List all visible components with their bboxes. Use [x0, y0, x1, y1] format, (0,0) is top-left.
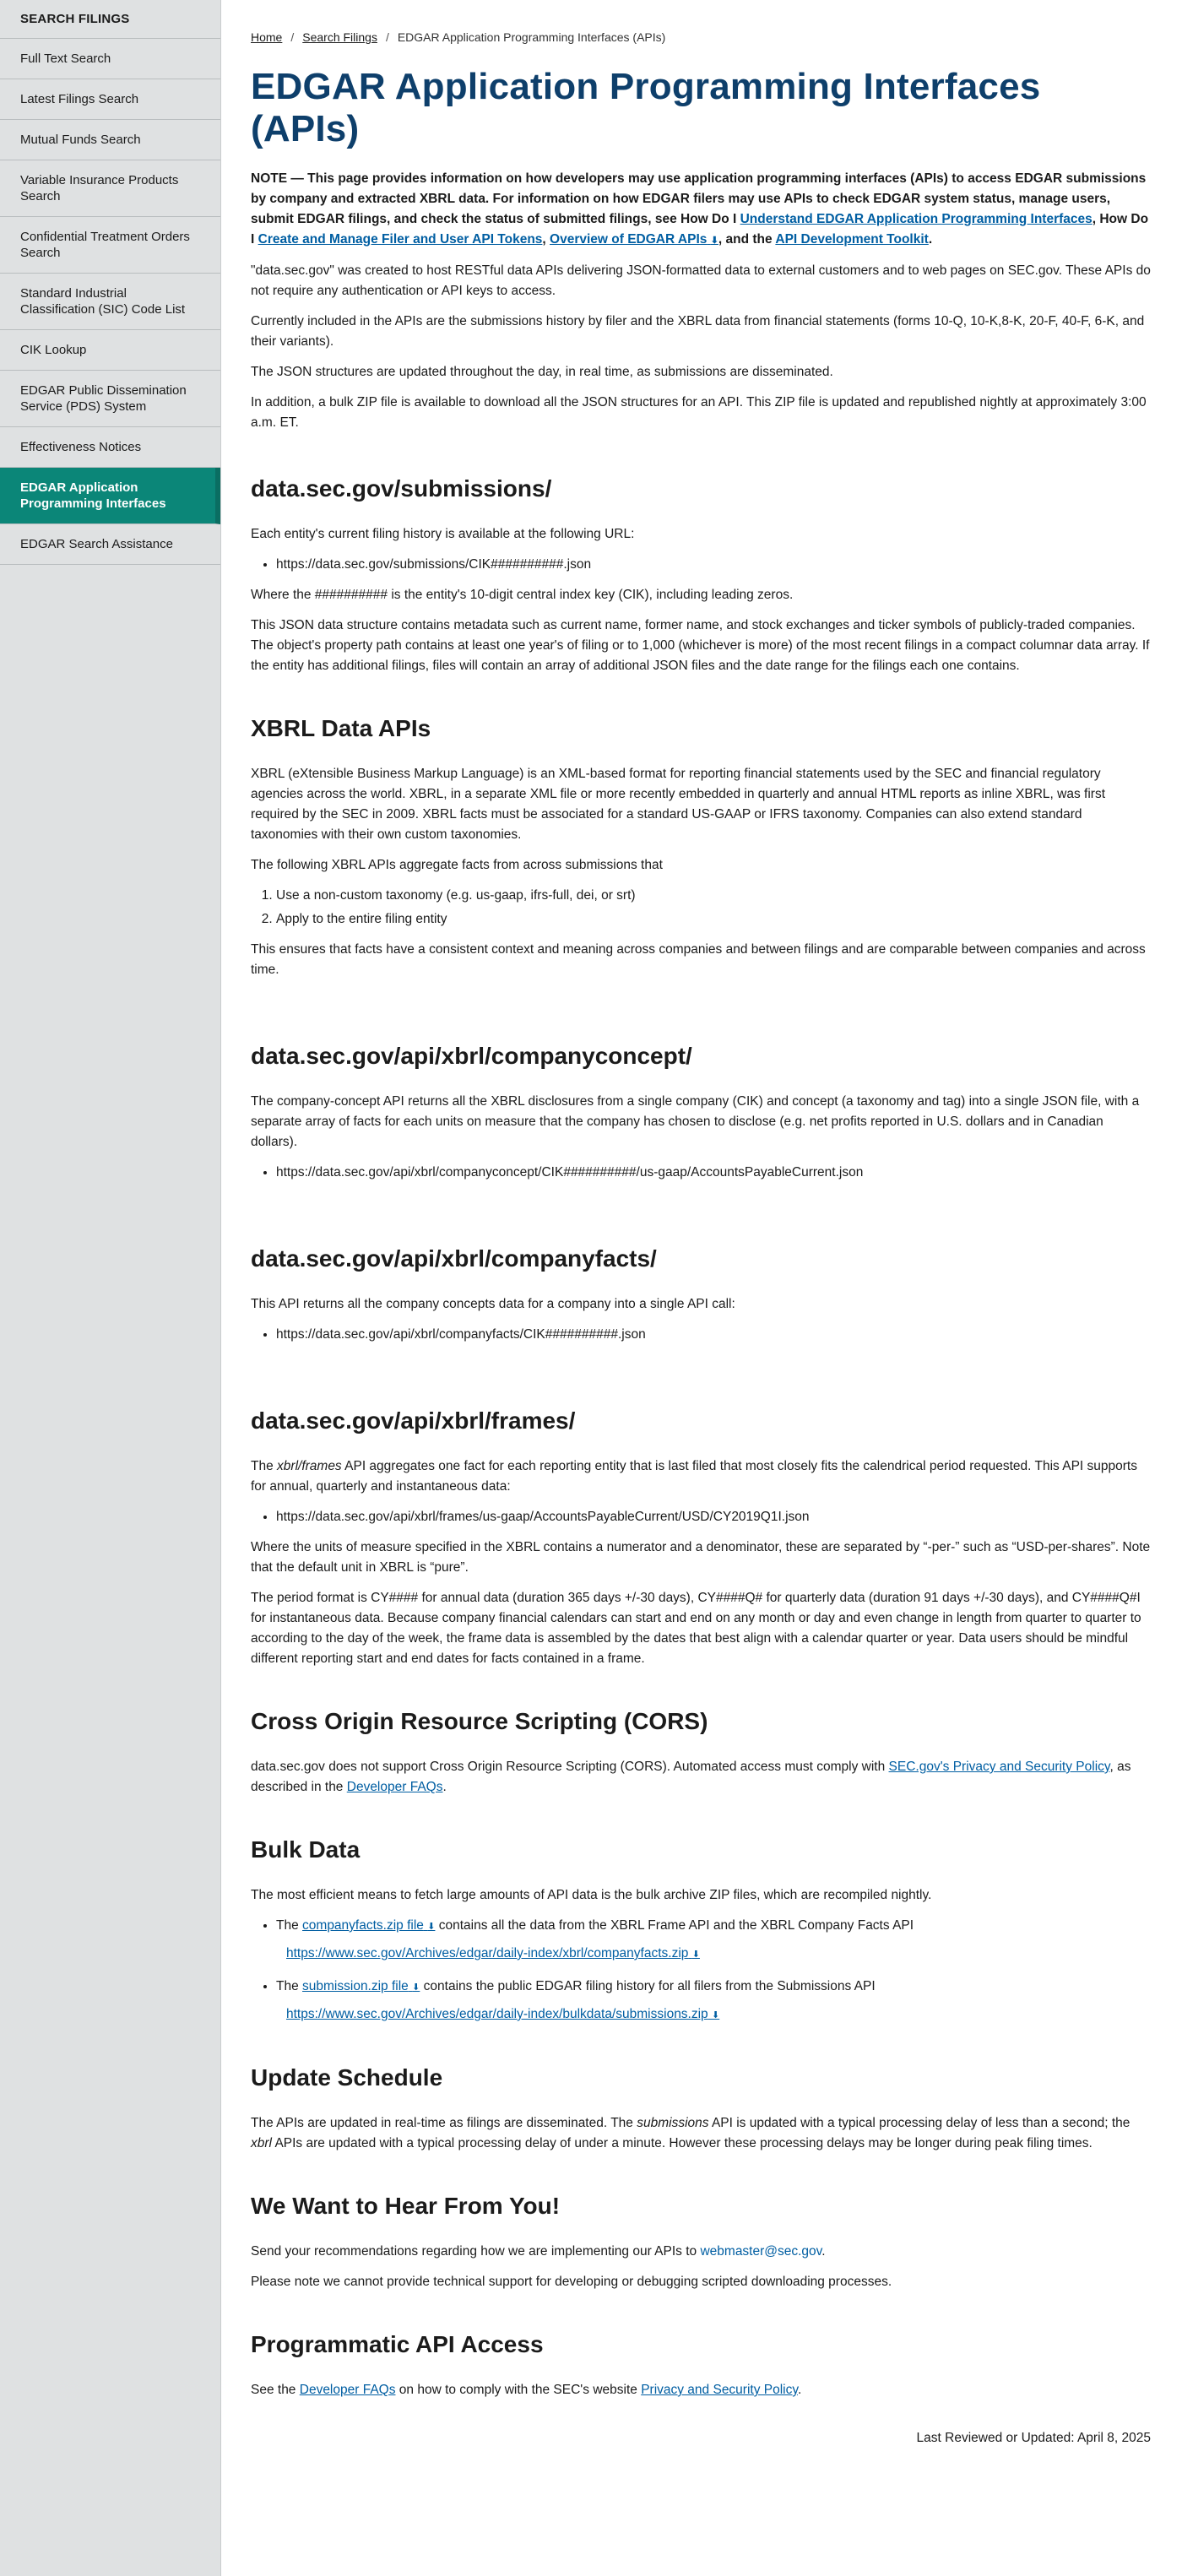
- breadcrumb-search-filings-link[interactable]: Search Filings: [302, 30, 377, 44]
- hear-feedback: [251, 2242, 1151, 2262]
- submissions-description: This JSON data structure contains metadata such as current name, former name, and stock exchanges and ticker symbols of publicly-traded companies. The object's property path contains at least one year's of filing or to 1,000 (whichever is more) of the most recent filings in a compact columnar data array. If the entity has additional filings, files will contain an array of additional JSON files and the date range for the filings each one contains.: [251, 618, 1150, 673]
- breadcrumb-separator: /: [290, 30, 295, 44]
- programmatic-text: on how to comply with the SEC's website: [399, 2383, 637, 2397]
- cors-description: [251, 1757, 1151, 1798]
- hear-text: Send your recommendations regarding how we are implementing our APIs to: [251, 2244, 697, 2259]
- companyfacts-zip-label: companyfacts.zip file: [302, 1918, 424, 1933]
- cors-text: .: [442, 1780, 447, 1794]
- intro-paragraph: In addition, a bulk ZIP file is available to download all the JSON structures for an API. This ZIP file is updated and republished nightly at approximately 3:00 a.m. ET.: [251, 395, 1147, 430]
- update-em: xbrl: [251, 2136, 272, 2150]
- submissions-cik-note: Where the ########## is the entity's 10-digit central index key (CIK), including leading zeros.: [251, 588, 794, 602]
- hear-section: [251, 2193, 1151, 2292]
- companyconcept-section: [251, 1043, 1151, 1183]
- xbrl-section: [251, 715, 1151, 980]
- download-icon: ⬇: [691, 1950, 700, 1960]
- update-text: API is updated with a typical processing delay of less than a second; the: [711, 2116, 1130, 2130]
- cors-text: , as described in the: [251, 1760, 1131, 1794]
- developer-faqs-link[interactable]: Developer FAQs: [299, 2383, 396, 2397]
- sidebar-item-edgar-apis[interactable]: EDGAR Application Programming Interfaces: [0, 468, 220, 524]
- sidebar-item-pds-system[interactable]: EDGAR Public Dissemination Service (PDS) System: [0, 371, 220, 427]
- page-title: EDGAR Application Programming Interfaces (APIs): [251, 66, 1041, 149]
- xbrl-criteria-list: [251, 886, 1151, 930]
- submissions-url: • https://data.sec.gov/submissions/CIK##########.json: [276, 555, 1151, 575]
- sidebar-item-mutual-funds[interactable]: Mutual Funds Search: [0, 120, 220, 160]
- manage-api-tokens-link[interactable]: Create and Manage Filer and User API Tokens: [258, 232, 543, 247]
- sidebar-item-full-text-search[interactable]: Full Text Search: [0, 39, 220, 79]
- frames-text: The: [251, 1459, 274, 1473]
- privacy-policy-link[interactable]: SEC.gov's Privacy and Security Policy: [888, 1760, 1110, 1774]
- submissions-intro: Each entity's current filing history is available at the following URL:: [251, 527, 635, 541]
- list-item: 1. Use a non-custom taxonomy (e.g. us-gaap, ifrs-full, dei, or srt): [276, 886, 1151, 906]
- developer-faqs-link[interactable]: Developer FAQs: [346, 1780, 443, 1794]
- frames-em: xbrl/frames: [277, 1459, 342, 1473]
- submission-zip-link[interactable]: [302, 1979, 420, 1993]
- update-heading: Update Schedule: [251, 2064, 443, 2091]
- bulk-heading: Bulk Data: [251, 1836, 361, 1863]
- api-toolkit-link[interactable]: API Development Toolkit: [775, 232, 929, 247]
- understand-apis-link[interactable]: Understand EDGAR Application Programming Interfaces: [740, 212, 1093, 226]
- companyfacts-section: [251, 1245, 1151, 1345]
- webmaster-email-link[interactable]: webmaster@sec.gov: [700, 2244, 822, 2259]
- frames-heading: data.sec.gov/api/xbrl/frames/: [251, 1407, 576, 1434]
- overview-apis-label: Overview of EDGAR APIs: [550, 232, 708, 247]
- programmatic-section: [251, 2331, 1151, 2400]
- hear-support-note: Please note we cannot provide technical support for developing or debugging scripted downloading processes.: [251, 2275, 892, 2289]
- submissions-url-list: [251, 555, 1151, 575]
- breadcrumb: [251, 30, 1151, 44]
- note-paragraph: [251, 169, 1151, 251]
- update-description: [251, 2113, 1151, 2154]
- companyfacts-zip-url-row: [276, 1944, 1151, 1965]
- companyfacts-zip-link[interactable]: [302, 1918, 435, 1933]
- bulk-text: contains the public EDGAR filing history for all filers from the Submissions API: [423, 1979, 876, 1993]
- intro-paragraph: The JSON structures are updated throughout the day, in real time, as submissions are disseminated.: [251, 365, 833, 379]
- sidebar-item-search-assistance[interactable]: EDGAR Search Assistance: [0, 524, 220, 565]
- list-item: [276, 1916, 1151, 1965]
- bulk-text: The: [276, 1979, 299, 1993]
- list-item: 2. Apply to the entire filing entity: [276, 909, 1151, 930]
- overview-apis-link[interactable]: [550, 232, 718, 247]
- cors-heading: Cross Origin Resource Scripting (CORS): [251, 1708, 708, 1734]
- xbrl-description: XBRL (eXtensible Business Markup Language) is an XML-based format for reporting financial statements used by the SEC and financial regulatory agencies across the world. XBRL, in a separate XML file or more recently embedded in quarterly and annual HTML reports as inline XBRL, was first required by the SEC in 2009. XBRL facts must be associated for a standard US-GAAP or IFRS taxonomy. Companies can also extend standard taxonomies with their own custom taxonomies.: [251, 767, 1106, 842]
- companyfacts-heading: data.sec.gov/api/xbrl/companyfacts/: [251, 1245, 657, 1272]
- frames-description: [251, 1456, 1151, 1497]
- sidebar-heading: SEARCH FILINGS: [0, 0, 220, 39]
- frames-units-note: Where the units of measure specified in the XBRL contains a numerator and a denominator, these are separated by “-per-” such as “USD-per-shares”. Note that the default unit in XBRL is “pure”.: [251, 1540, 1151, 1575]
- breadcrumb-current: EDGAR Application Programming Interfaces (APIs): [397, 30, 666, 44]
- submission-zip-url: https://www.sec.gov/Archives/edgar/daily-index/bulkdata/submissions.zip: [286, 2007, 708, 2021]
- note-comma: ,: [542, 232, 546, 247]
- cors-text: data.sec.gov does not support Cross Origin Resource Scripting (CORS). Automated access must comply with: [251, 1760, 886, 1774]
- submissions-section: [251, 475, 1151, 676]
- sidebar-item-latest-filings[interactable]: Latest Filings Search: [0, 79, 220, 120]
- xbrl-consistency-note: This ensures that facts have a consistent context and meaning across companies and between filings and are comparable between companies and across time.: [251, 942, 1146, 977]
- frames-period-note: The period format is CY#### for annual data (duration 365 days +/-30 days), CY####Q# for quarterly data (duration 91 days +/-30 days), and CY####Q#I for instantaneous data. Because company financial calendars can start and end on any month or day and even change in length from quarter to quarter to according to the day of the week, the frame data is assembled by the dates that best align with a calendar quarter or year. Data users should be mindful different reporting start and end dates for facts contained in a frame.: [251, 1591, 1141, 1666]
- intro-paragraph: Currently included in the APIs are the submissions history by filer and the XBRL data from financial statements (forms 10-Q, 10-K,8-K, 20-F, 40-F, 6-K, and their variants).: [251, 314, 1145, 349]
- frames-text: API aggregates one fact for each reporting entity that is last filed that most closely fits the calendrical period requested. This API supports for annual, quarterly and instantaneous data:: [251, 1459, 1137, 1494]
- sidebar-item-sic-code-list[interactable]: Standard Industrial Classification (SIC) Code List: [0, 274, 220, 330]
- programmatic-heading: Programmatic API Access: [251, 2331, 544, 2357]
- main-content: [251, 0, 1151, 2446]
- privacy-policy-link[interactable]: Privacy and Security Policy: [641, 2383, 798, 2397]
- hear-text: .: [821, 2244, 826, 2259]
- breadcrumb-home-link[interactable]: Home: [251, 30, 283, 44]
- sidebar-nav: [0, 0, 221, 2576]
- note-and: , and the: [718, 232, 773, 247]
- frames-url-list: [251, 1507, 1151, 1527]
- bulk-list: [251, 1916, 1151, 2026]
- companyfacts-zip-url-link[interactable]: [286, 1946, 700, 1960]
- programmatic-text: .: [797, 2383, 802, 2397]
- xbrl-aggregate-intro: The following XBRL APIs aggregate facts from across submissions that: [251, 858, 663, 872]
- bulk-description: The most efficient means to fetch large amounts of API data is the bulk archive ZIP files, which are recompiled nightly.: [251, 1888, 932, 1902]
- breadcrumb-separator: /: [385, 30, 389, 44]
- update-em: submissions: [637, 2116, 709, 2130]
- download-icon: ⬇: [712, 2010, 720, 2020]
- sidebar-item-confidential-treatment[interactable]: Confidential Treatment Orders Search: [0, 217, 220, 274]
- note-text: NOTE — This page provides information on how developers may use application programming interfaces (APIs) to access EDGAR submissions by company and extracted XBRL data. For information on how EDGAR filers may use APIs to check EDGAR system status, manage users, submit EDGAR filings, and check the status of submitted filings, see How Do I: [251, 171, 1147, 226]
- intro-paragraph: "data.sec.gov" was created to host RESTful data APIs delivering JSON-formatted data to external customers and to web pages on SEC.gov. These APIs do not require any authentication or API keys to access.: [251, 263, 1151, 298]
- update-section: [251, 2064, 1151, 2154]
- note-end: .: [928, 232, 933, 247]
- submission-zip-url-link[interactable]: [286, 2007, 719, 2021]
- sidebar-item-variable-insurance[interactable]: Variable Insurance Products Search: [0, 160, 220, 217]
- update-text: The APIs are updated in real-time as filings are disseminated. The: [251, 2116, 633, 2130]
- sidebar-item-effectiveness-notices[interactable]: Effectiveness Notices: [0, 427, 220, 468]
- bulk-text: The: [276, 1918, 299, 1933]
- companyfacts-zip-url: https://www.sec.gov/Archives/edgar/daily-index/xbrl/companyfacts.zip: [286, 1946, 689, 1960]
- xbrl-heading: XBRL Data APIs: [251, 715, 431, 741]
- companyconcept-url-list: [251, 1163, 1151, 1183]
- download-icon: ⬇: [427, 1922, 436, 1932]
- companyfacts-description: This API returns all the company concepts data for a company into a single API call:: [251, 1297, 735, 1311]
- companyconcept-heading: data.sec.gov/api/xbrl/companyconcept/: [251, 1043, 692, 1069]
- companyfacts-url-list: [251, 1325, 1151, 1345]
- sidebar-item-cik-lookup[interactable]: CIK Lookup: [0, 330, 220, 371]
- frames-section: [251, 1407, 1151, 1669]
- submissions-heading: data.sec.gov/submissions/: [251, 475, 552, 502]
- bulk-text: contains all the data from the XBRL Frame API and the XBRL Company Facts API: [438, 1918, 914, 1933]
- download-icon: ⬇: [412, 1982, 420, 1993]
- update-text: APIs are updated with a typical processing delay of under a minute. However these processing delays may be longer during peak filing times.: [274, 2136, 1093, 2150]
- note-mid: , How Do I: [251, 212, 1149, 247]
- companyfacts-url: • https://data.sec.gov/api/xbrl/companyfacts/CIK##########.json: [276, 1325, 1151, 1345]
- programmatic-text: See the: [251, 2383, 296, 2397]
- submission-zip-url-row: [276, 2004, 1151, 2026]
- programmatic-description: [251, 2380, 1151, 2400]
- cors-section: [251, 1708, 1151, 1798]
- submission-zip-label: submission.zip file: [302, 1979, 409, 1993]
- companyconcept-description: The company-concept API returns all the XBRL disclosures from a single company (CIK) and concept (a taxonomy and tag) into a single JSON file, with a separate array of facts for each units on measure that the company has chosen to disclose (e.g. net profits reported in U.S. dollars and in Canadian dollars).: [251, 1094, 1140, 1149]
- companyconcept-url: • https://data.sec.gov/api/xbrl/companyconcept/CIK##########/us-gaap/AccountsPayableCurrent.json: [276, 1163, 1151, 1183]
- hear-heading: We Want to Hear From You!: [251, 2193, 561, 2219]
- frames-url: • https://data.sec.gov/api/xbrl/frames/us-gaap/AccountsPayableCurrent/USD/CY2019Q1I.json: [276, 1507, 1151, 1527]
- last-updated: Last Reviewed or Updated: April 8, 2025: [916, 2431, 1151, 2445]
- list-item: [276, 1977, 1151, 2026]
- download-icon: ⬇: [710, 236, 718, 246]
- bulk-section: [251, 1836, 1151, 2026]
